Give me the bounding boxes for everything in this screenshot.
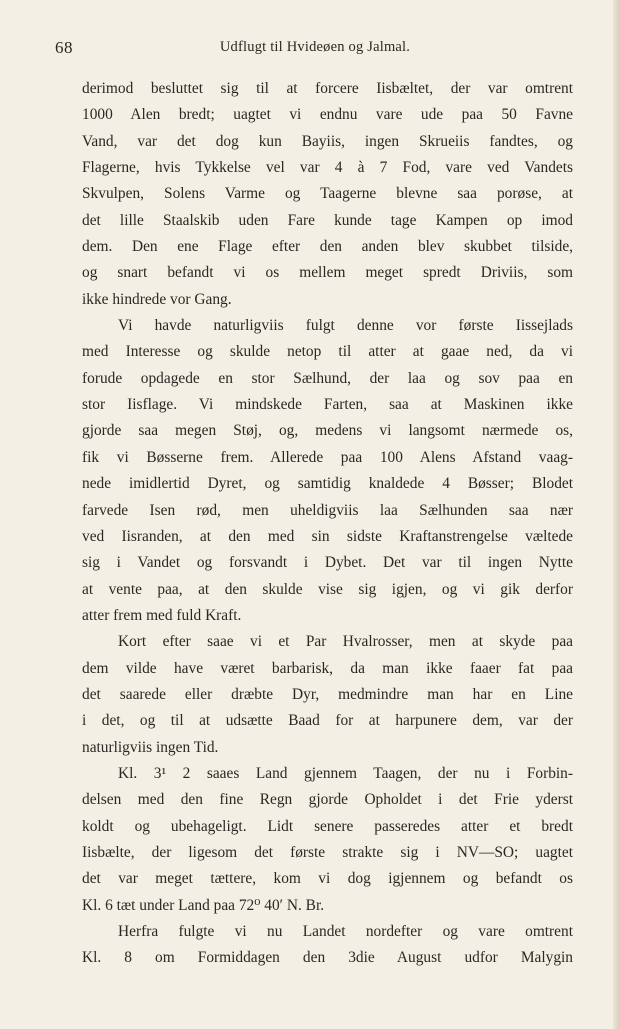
- page-header: [55, 38, 575, 62]
- text-line: 1000 Alen bredt; uagtet vi endnu vare ude paa 50 Favne: [82, 106, 573, 124]
- text-line: dem vilde have været barbarisk, da man ikke faaer fat paa: [82, 659, 573, 677]
- text-line: Herfra fulgte vi nu Landet nordefter og vare omtrent: [118, 923, 573, 940]
- text-line: sig i Vandet og forsvandt i Dybet. Det var til ingen Nytte: [82, 554, 573, 572]
- text-line: atter frem med fuld Kraft.: [82, 606, 242, 624]
- text-line: det saarede eller dræbte Dyr, medmindre man har en Line: [82, 685, 573, 703]
- text-line: delsen med den fine Regn gjorde Opholdet i det Frie yderst: [82, 791, 573, 809]
- text-line: gjorde saa megen Støj, og, medens vi langsomt nærmede os,: [82, 422, 573, 440]
- text-line: og snart befandt vi os mellem meget spredt Driviis, som: [82, 264, 573, 282]
- text-line: Kl. 6 tæt under Land paa 72⁰ 40′ N. Br.: [82, 896, 325, 914]
- text-line: Flagerne, hvis Tykkelse vel var 4 à 7 Fod, vare ved Vandets: [82, 159, 573, 177]
- body-text: [82, 76, 573, 972]
- text-line: Skvulpen, Solens Varme og Taagerne blevne saa porøse, at: [82, 185, 573, 203]
- text-line: Vand, var det dog kun Bayiis, ingen Skrueiis fandtes, og: [82, 132, 573, 150]
- text-line: det var meget tættere, kom vi dog igjennem og befandt os: [82, 870, 573, 888]
- text-line: dem. Den ene Flage efter den anden blev skubbet tilside,: [82, 238, 573, 256]
- page-edge: [613, 0, 619, 1029]
- text-line: Kl. 8 om Formiddagen den 3die August udfor Malygin: [82, 949, 573, 967]
- text-line: Kl. 3¹ 2 saaes Land gjennem Taagen, der nu i Forbin-: [118, 764, 573, 782]
- text-line: Iisbælte, der ligesom det første strakte sig i NV—SO; uagtet: [82, 843, 573, 861]
- text-line: med Interesse og skulde netop til atter at gaae ned, da vi: [82, 343, 573, 361]
- text-line: i det, og til at udsætte Baad for at harpunere dem, var der: [82, 712, 573, 730]
- text-line: ikke hindrede vor Gang.: [82, 290, 232, 308]
- text-line: nede imidlertid Dyret, og samtidig knaldede 4 Bøsser; Blodet: [82, 475, 573, 493]
- text-line: koldt og ubehageligt. Lidt senere passeredes atter et bredt: [82, 817, 573, 835]
- text-line: Kort efter saae vi et Par Hvalrosser, men at skyde paa: [118, 633, 573, 651]
- text-line: farvede Isen rød, men uheldigviis laa Sælhunden saa nær: [82, 501, 573, 519]
- text-line: forude opdagede en stor Sælhund, der laa og sov paa en: [82, 369, 573, 387]
- text-line: Vi havde naturligviis fulgt denne vor første Iissejlads: [118, 317, 573, 335]
- text-line: det lille Staalskib uden Fare kunde tage Kampen op imod: [82, 211, 573, 229]
- text-line: stor Iisflage. Vi mindskede Farten, saa at Maskinen ikke: [82, 396, 573, 414]
- text-line: derimod besluttet sig til at forcere Iisbæltet, der var omtrent: [82, 80, 573, 97]
- text-line: ved Iisranden, at den med sin sidste Kraftanstrengelse væltede: [82, 527, 573, 545]
- running-title: Udflugt til Hvideøen og Jalmal.: [219, 39, 411, 55]
- text-line: at vente paa, at den skulde vise sig igjen, og vi gik derfor: [82, 580, 573, 598]
- text-line: fik vi Bøsserne frem. Allerede paa 100 Alens Afstand vaag-: [82, 448, 573, 466]
- text-line: naturligviis ingen Tid.: [82, 738, 219, 756]
- page-number: 68: [55, 38, 73, 57]
